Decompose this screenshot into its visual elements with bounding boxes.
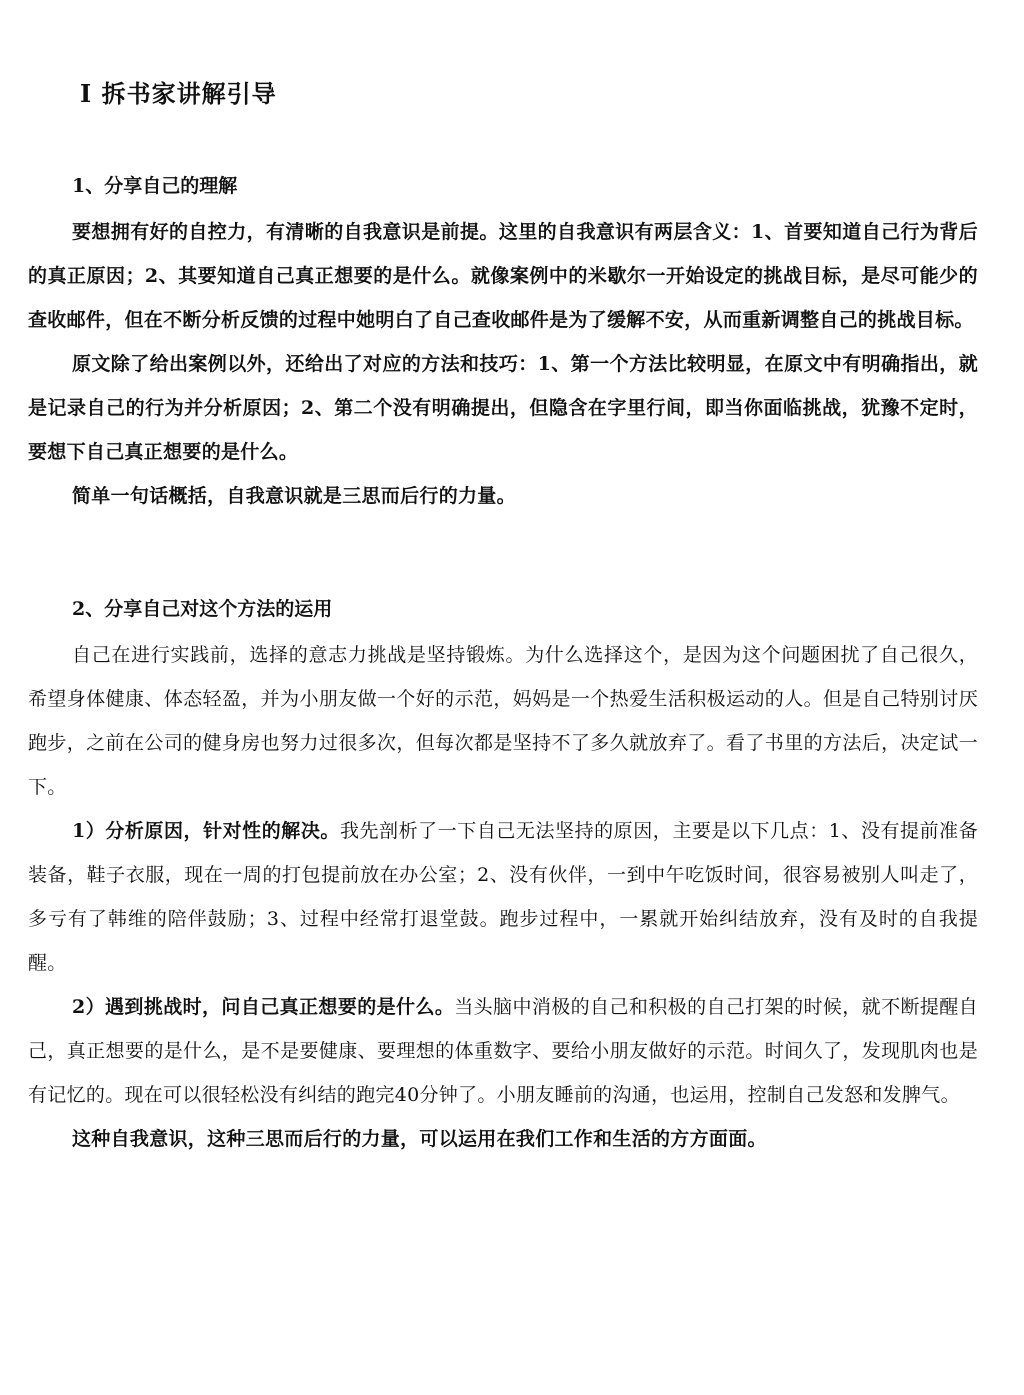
- section-application: [28, 591, 978, 1161]
- paragraph: [28, 985, 978, 1117]
- paragraph-lead: 2）遇到挑战时，问自己真正想要的是什么。: [72, 996, 455, 1018]
- section-heading: 1、分享自己的理解: [72, 175, 238, 197]
- paragraph-body: 我先剖析了一下自己无法坚持的原因，主要是以下几点：1、没有提前准备装备，鞋子衣服，现在一周的打包提前放在办公室；2、没有伙伴，一到中午吃饭时间，很容易被别人叫走了，多亏有了韩维的陪伴鼓励；3、过程中经常打退堂鼓。跑步过程中，一累就开始纠结放弃，没有及时的自我提醒。: [28, 820, 978, 974]
- paragraph: 要想拥有好的自控力，有清晰的自我意识是前提。这里的自我意识有两层含义：1、首要知道自己行为背后的真正原因；2、其要知道自己真正想要的是什么。就像案例中的米歇尔一开始设定的挑战目标，是尽可能少的查收邮件，但在不断分析反馈的过程中她明白了自己查收邮件是为了缓解不安，从而重新调整自己的挑战目标。: [28, 221, 978, 331]
- paragraph: 简单一句话概括，自我意识就是三思而后行的力量。: [72, 485, 516, 507]
- paragraph: 原文除了给出案例以外，还给出了对应的方法和技巧：1、第一个方法比较明显，在原文中有明确指出，就是记录自己的行为并分析原因；2、第二个没有明确提出，但隐含在字里行间，即当你面临挑战，犹豫不定时，要想下自己真正想要的是什么。: [28, 353, 978, 463]
- paragraph-body: 当头脑中消极的自己和积极的自己打架的时候，就不断提醒自己，真正想要的是什么，是不是要健康、要理想的体重数字、要给小朋友做好的示范。时间久了，发现肌肉也是有记忆的。现在可以很轻松没有纠结的跑完40分钟了。小朋友睡前的沟通，也运用，控制自己发怒和发脾气。: [28, 996, 978, 1106]
- section-heading: 2、分享自己对这个方法的运用: [72, 598, 333, 620]
- section-understanding: [28, 168, 978, 518]
- page-title: I 拆书家讲解引导: [80, 79, 277, 108]
- paragraph: [28, 809, 978, 985]
- paragraph: 自己在进行实践前，选择的意志力挑战是坚持锻炼。为什么选择这个，是因为这个问题困扰了自己很久，希望身体健康、体态轻盈，并为小朋友做一个好的示范，妈妈是一个热爱生活积极运动的人。但是自己特别讨厌跑步，之前在公司的健身房也努力过很多次，但每次都是坚持不了多久就放弃了。看了书里的方法后，决定试一下。: [28, 644, 978, 798]
- paragraph-lead: 1）分析原因，针对性的解决。: [72, 820, 340, 842]
- paragraph: 这种自我意识，这种三思而后行的力量，可以运用在我们工作和生活的方方面面。: [72, 1128, 767, 1150]
